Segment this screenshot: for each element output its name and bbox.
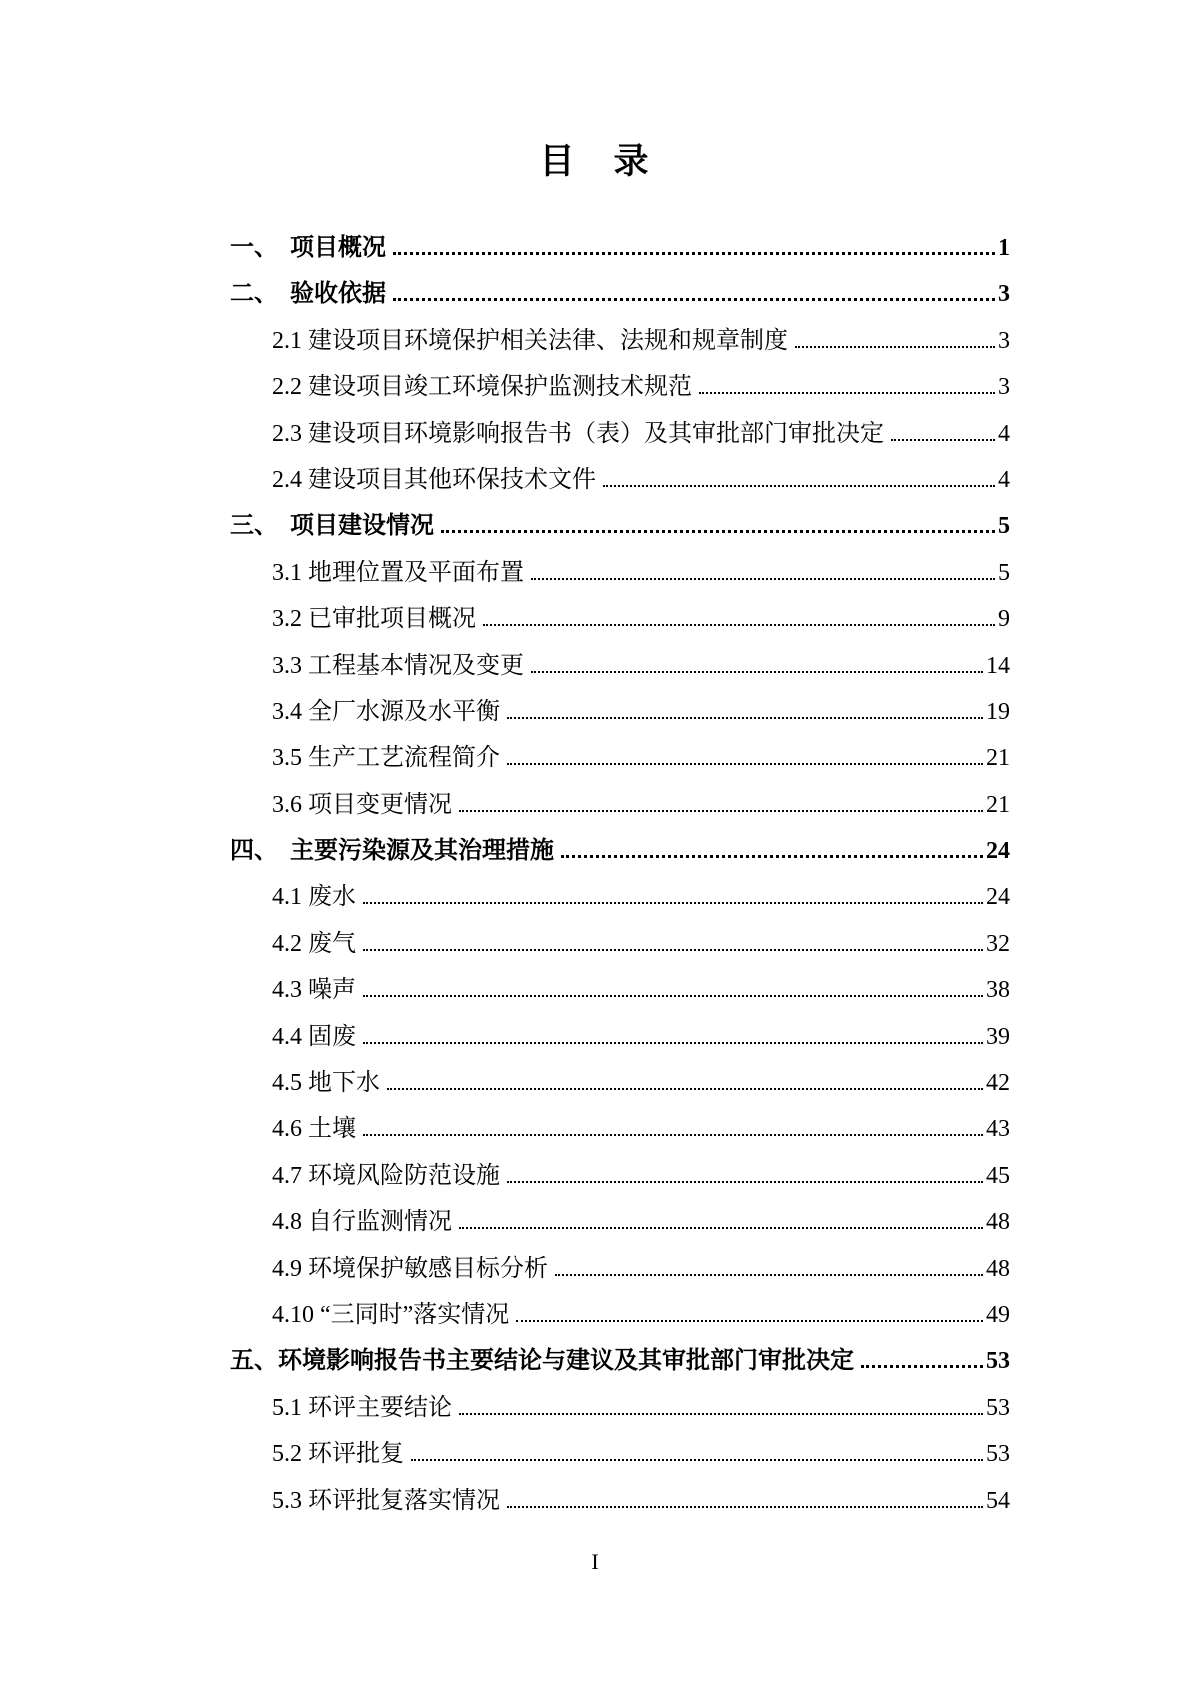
toc-entry-number: 4.8 bbox=[272, 1209, 302, 1236]
toc-entry-number: 5.3 bbox=[272, 1487, 302, 1514]
toc-entry[interactable] bbox=[230, 874, 1010, 920]
toc-entry-number: 一、 bbox=[230, 235, 278, 261]
page-title: 目 录 bbox=[539, 142, 651, 181]
toc-entry[interactable] bbox=[230, 689, 1010, 735]
toc-entry[interactable] bbox=[230, 596, 1010, 642]
dot-leader bbox=[891, 439, 995, 441]
toc-entry[interactable] bbox=[230, 457, 1010, 503]
toc-entry-number: 4.5 bbox=[272, 1070, 302, 1097]
dot-leader bbox=[483, 624, 995, 626]
toc-entry-label: 验收依据 bbox=[290, 281, 386, 308]
toc-entry-label: 环评批复落实情况 bbox=[308, 1487, 500, 1514]
dot-leader bbox=[459, 810, 983, 812]
toc-entry-label: 地理位置及平面布置 bbox=[308, 559, 524, 586]
toc-entry-label: 环评批复 bbox=[308, 1441, 404, 1468]
dot-leader bbox=[507, 1181, 983, 1183]
toc-entry[interactable] bbox=[230, 1478, 1010, 1524]
toc-entry-number: 四、 bbox=[230, 838, 278, 865]
dot-leader bbox=[363, 902, 983, 904]
toc-entry-page: 4 bbox=[998, 420, 1010, 447]
toc-entry-number: 3.2 bbox=[272, 606, 302, 633]
toc-entry[interactable] bbox=[230, 1292, 1010, 1338]
toc-entry-page: 9 bbox=[998, 606, 1010, 633]
dot-leader bbox=[387, 1088, 983, 1090]
toc-entry-label: 环境影响报告书主要结论与建议及其审批部门审批决定 bbox=[278, 1348, 854, 1375]
toc-entry-number: 二、 bbox=[230, 281, 278, 308]
toc-entry-number: 三、 bbox=[230, 513, 278, 540]
toc-entry[interactable] bbox=[230, 318, 1010, 364]
toc-entry[interactable] bbox=[230, 782, 1010, 828]
toc-entry-page: 54 bbox=[986, 1487, 1010, 1514]
toc-entry-label: 项目概况 bbox=[290, 235, 386, 261]
toc-entry-label: 废水 bbox=[308, 884, 356, 911]
toc-entry-page: 53 bbox=[986, 1441, 1010, 1468]
toc-entry-label: 噪声 bbox=[308, 977, 356, 1004]
toc-entry-number: 3.6 bbox=[272, 791, 302, 818]
dot-leader bbox=[561, 855, 983, 858]
toc-entry-number: 五、 bbox=[230, 1348, 278, 1375]
toc-entry-number: 2.3 bbox=[272, 420, 302, 447]
toc-entry-page: 39 bbox=[986, 1023, 1010, 1050]
toc-entry-number: 4.6 bbox=[272, 1116, 302, 1143]
toc-entry[interactable] bbox=[230, 828, 1010, 874]
toc-entry-page: 42 bbox=[986, 1070, 1010, 1097]
toc-entry-page: 24 bbox=[986, 884, 1010, 911]
toc-entry-page: 24 bbox=[986, 838, 1010, 865]
toc-entry[interactable] bbox=[230, 1431, 1010, 1477]
dot-leader bbox=[507, 1506, 983, 1508]
toc-entry-number: 3.1 bbox=[272, 559, 302, 586]
dot-leader bbox=[363, 1042, 983, 1044]
toc-entry-label: 项目建设情况 bbox=[290, 513, 434, 540]
toc-entry[interactable] bbox=[230, 643, 1010, 689]
toc-entry-page: 53 bbox=[986, 1394, 1010, 1421]
toc-entry-page: 3 bbox=[998, 374, 1010, 401]
toc-entry-number: 4.3 bbox=[272, 977, 302, 1004]
toc-entry-label: 固废 bbox=[308, 1023, 356, 1050]
toc-entry-label: 废气 bbox=[308, 930, 356, 957]
toc-entry-number: 2.2 bbox=[272, 374, 302, 401]
toc-entry-label: 建设项目其他环保技术文件 bbox=[308, 466, 596, 493]
toc-entry-label: 环境保护敏感目标分析 bbox=[308, 1255, 548, 1282]
toc-entry[interactable] bbox=[230, 411, 1010, 457]
dot-leader bbox=[459, 1413, 983, 1415]
toc-entry-label: 环评主要结论 bbox=[308, 1394, 452, 1421]
toc-entry-number: 3.4 bbox=[272, 698, 302, 725]
dot-leader bbox=[441, 530, 995, 533]
toc-entry-label: 建设项目环境影响报告书（表）及其审批部门审批决定 bbox=[308, 420, 884, 447]
toc-entry-number: 5.2 bbox=[272, 1441, 302, 1468]
toc-entry-label: 项目变更情况 bbox=[308, 791, 452, 818]
toc-entry-number: 4.7 bbox=[272, 1162, 302, 1189]
toc-entry-number: 3.5 bbox=[272, 745, 302, 772]
toc-entry[interactable] bbox=[230, 1385, 1010, 1431]
toc-entry[interactable] bbox=[230, 1106, 1010, 1152]
dot-leader bbox=[699, 392, 995, 394]
toc-entry-number: 4.1 bbox=[272, 884, 302, 911]
toc-entry-page: 48 bbox=[986, 1209, 1010, 1236]
toc-entry[interactable] bbox=[230, 1153, 1010, 1199]
toc-entry-page: 21 bbox=[986, 745, 1010, 772]
toc-entry-page: 4 bbox=[998, 466, 1010, 493]
toc-entry-page: 32 bbox=[986, 930, 1010, 957]
toc-entry-page: 48 bbox=[986, 1255, 1010, 1282]
toc-entry-label: 地下水 bbox=[308, 1070, 380, 1097]
toc-entry[interactable] bbox=[230, 1246, 1010, 1292]
toc-entry-number: 2.1 bbox=[272, 327, 302, 354]
toc-entry-label: 环境风险防范设施 bbox=[308, 1162, 500, 1189]
toc-entry-page: 38 bbox=[986, 977, 1010, 1004]
toc-entry-label: 自行监测情况 bbox=[308, 1209, 452, 1236]
toc-entry-page: 1 bbox=[998, 235, 1010, 261]
toc-entry[interactable] bbox=[230, 1199, 1010, 1245]
toc-entry-page: 19 bbox=[986, 698, 1010, 725]
toc-entry-number: 2.4 bbox=[272, 466, 302, 493]
dot-leader bbox=[555, 1274, 983, 1276]
toc-entry[interactable] bbox=[230, 550, 1010, 596]
dot-leader bbox=[393, 298, 995, 301]
toc-entry-label: 生产工艺流程简介 bbox=[308, 745, 500, 772]
dot-leader bbox=[411, 1459, 983, 1461]
dot-leader bbox=[363, 949, 983, 951]
toc-entry[interactable] bbox=[230, 1014, 1010, 1060]
toc-entry-label: 主要污染源及其治理措施 bbox=[290, 838, 554, 865]
toc-entry-number: 4.4 bbox=[272, 1023, 302, 1050]
toc-entry-page: 43 bbox=[986, 1116, 1010, 1143]
toc-entry-page: 3 bbox=[998, 281, 1010, 308]
dot-leader bbox=[393, 252, 995, 255]
toc-entry-number: 4.10 bbox=[272, 1301, 314, 1328]
toc-list bbox=[230, 225, 1010, 1524]
toc-entry[interactable] bbox=[230, 364, 1010, 410]
toc-entry[interactable] bbox=[230, 1338, 1010, 1384]
toc-entry-page: 3 bbox=[998, 327, 1010, 354]
toc-entry-page: 49 bbox=[986, 1301, 1010, 1328]
toc-entry-number: 4.9 bbox=[272, 1255, 302, 1282]
toc-entry-page: 53 bbox=[986, 1348, 1010, 1375]
dot-leader bbox=[861, 1365, 983, 1368]
dot-leader bbox=[516, 1320, 983, 1322]
toc-entry-page: 5 bbox=[998, 559, 1010, 586]
toc-entry-label: 建设项目竣工环境保护监测技术规范 bbox=[308, 374, 692, 401]
toc-entry[interactable] bbox=[230, 1060, 1010, 1106]
toc-entry[interactable] bbox=[230, 271, 1010, 317]
toc-entry[interactable] bbox=[230, 967, 1010, 1013]
toc-entry[interactable] bbox=[230, 921, 1010, 967]
dot-leader bbox=[603, 485, 995, 487]
dot-leader bbox=[363, 1134, 983, 1136]
toc-entry-label: 建设项目环境保护相关法律、法规和规章制度 bbox=[308, 327, 788, 354]
dot-leader bbox=[363, 995, 983, 997]
toc-entry-number: 3.3 bbox=[272, 652, 302, 679]
toc-entry-label: 全厂水源及水平衡 bbox=[308, 698, 500, 725]
dot-leader bbox=[531, 671, 983, 673]
dot-leader bbox=[795, 346, 995, 348]
dot-leader bbox=[507, 763, 983, 765]
dot-leader bbox=[459, 1227, 983, 1229]
toc-entry-page: 5 bbox=[998, 513, 1010, 540]
toc-entry-number: 4.2 bbox=[272, 930, 302, 957]
toc-entry-label: 土壤 bbox=[308, 1116, 356, 1143]
page-number-footer: I bbox=[591, 1548, 599, 1574]
toc-entry-number: 5.1 bbox=[272, 1394, 302, 1421]
toc-entry-label: 已审批项目概况 bbox=[308, 606, 476, 633]
toc-entry-page: 45 bbox=[986, 1162, 1010, 1189]
toc-entry-label: 工程基本情况及变更 bbox=[308, 652, 524, 679]
toc-entry-page: 14 bbox=[986, 652, 1010, 679]
toc-entry[interactable] bbox=[230, 735, 1010, 781]
toc-entry-page: 21 bbox=[986, 791, 1010, 818]
dot-leader bbox=[531, 578, 995, 580]
dot-leader bbox=[507, 717, 983, 719]
toc-entry[interactable] bbox=[230, 225, 1010, 271]
toc-entry[interactable] bbox=[230, 503, 1010, 549]
toc-entry-label: “三同时”落实情况 bbox=[320, 1301, 510, 1328]
